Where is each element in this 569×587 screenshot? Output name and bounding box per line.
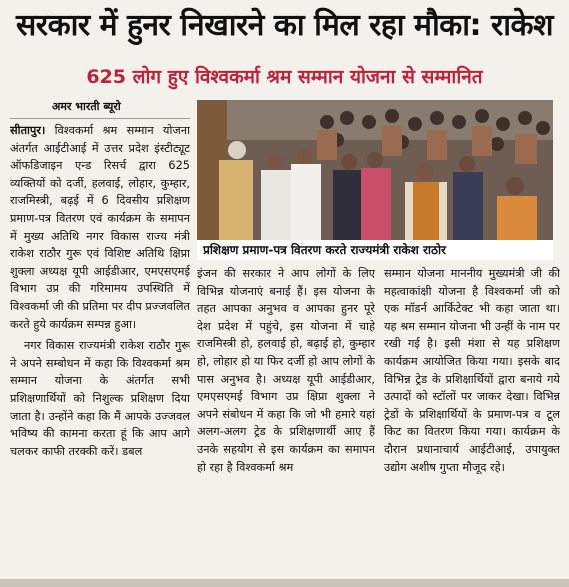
page-bottom-divider bbox=[0, 579, 569, 587]
dateline: सीतापुर। bbox=[10, 124, 46, 137]
paragraph-3: इंजन की सरकार ने आप लोगों के लिए विभिन्न योजनाएं बनाई हैं। इस योजना के तहत आपका अनुभव व आपका हुनर पूरे देश प्रदेश में पहुंचे, इस योजना में चाहे राजमिस्त्री हो, हलवाई हो, बढ़ाई हो, कुम्हार हो, लोहार हो या फिर दर्जी हो आप लोगों के पास अनुभव है। अध्यक्ष यूपी आईडीआर, एमएसएमई विभाग उप्र क्षिप्रा शुक्ला ने अपने संबोधन में कहा कि जो भी हमारे यहां अलग-अलग ट्रेड के प्रशिक्षणार्थी आए हैं उनके सहयोग से इस कार्यक्रम का समापन हो रहा है विश्वकर्मा श्रम bbox=[197, 267, 375, 474]
article-column-3 bbox=[384, 265, 560, 577]
photo-caption: प्रशिक्षण प्रमाण-पत्र वितरण करते राज्यमंत्री राकेश राठोर bbox=[197, 240, 553, 260]
event-photo bbox=[197, 100, 553, 260]
paragraph-1 bbox=[10, 122, 190, 333]
byline-divider bbox=[10, 118, 190, 119]
event-photo-illustration bbox=[197, 100, 553, 260]
article-column-2 bbox=[197, 265, 375, 577]
headline: सरकार में हुनर निखारने का मिल रहा मौका: राकेश bbox=[16, 8, 553, 43]
subheadline: 625 लोग हुए विश्वकर्मा श्रम सम्मान योजना से सम्मानित bbox=[86, 66, 483, 88]
paragraph-2: नगर विकास राज्यमंत्री राकेश राठौर गुरू ने अपने सम्बोधन में कहा कि विश्वकर्मा श्रम सम्मान योजना के अंतर्गत सभी प्रशिक्षणार्थियों को निशुल्क प्रशिक्षण दिया जाता है। उन्होंने कहा कि मैं आपके उज्जवल भविष्य की कामना करता हूं कि आप आगे चलकर काफी तरक्की करें। डबल bbox=[10, 339, 190, 458]
paragraph-1-text: विश्वकर्मा श्रम सम्मान योजना अंतर्गत आईटीआई में उत्तर प्रदेश इंस्टीट्यूट ऑफडिजाइन एन्ड रिसर्च द्वारा 625 व्यक्तियों को दर्जी, हलवाई, लोहार, कुम्हार, राजमिस्त्री, बढ़ई में 6 दिवसीय प्रशिक्षण प्रमाण-पत्र वितरण एवं कार्यक्रम के समापन में मुख्य अतिथि नगर विकास राज्य मंत्री राकेश राठौर गुरू एवं विशिष्ट अतिथि क्षिप्रा शुक्ला अध्यक्ष यूपी आईडीआर, एमएसएमई विभाग उप्र की गरिमामय उपस्थिति में विश्वकर्मा जी की प्रतिमा पर दीप प्रज्जवलित करते हुये कार्यक्रम सम्पन्न हुआ। bbox=[10, 124, 190, 331]
article-column-1 bbox=[10, 122, 190, 577]
byline: अमर भारती ब्यूरो bbox=[52, 100, 121, 113]
paragraph-4: सम्मान योजना माननीय मुख्यमंत्री जी की महत्वाकांक्षी योजना है विश्वकर्मा जी को एक मॉडर्न आर्किटेक्ट भी कहा जाता था। यह श्रम सम्मान योजना भी उन्हीं के नाम पर रखी गई है। इसी मंशा से यह प्रशिक्षण कार्यक्रम आयोजित किया गया। इसके बाद विभिन्न ट्रेड के प्रशिक्षार्थियों द्वारा बनाये गये उत्पादों को स्टॉलों पर जाकर देखा। विभिन्न ट्रेडों के प्रशिक्षार्थियों के प्रमाण-पत्र व टूल किट का वितरण किया गया। कार्यक्रम के दौरान प्रधानाचार्य आईटीआई, उपायुक्त उद्योग अशीष गुप्ता मौजूद रहे। bbox=[384, 267, 560, 474]
